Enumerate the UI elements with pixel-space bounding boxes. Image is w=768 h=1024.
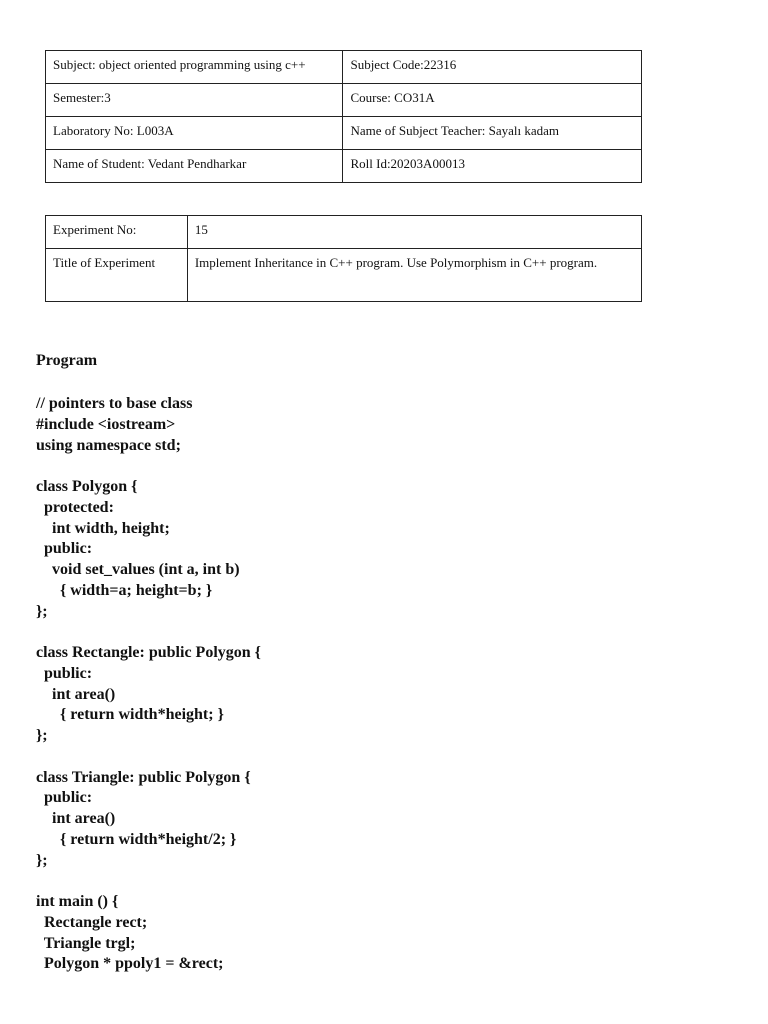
code-line: }; xyxy=(36,851,48,869)
experiment-no-value: 15 xyxy=(187,216,641,249)
table-row xyxy=(46,150,642,183)
code-line: Triangle trgl; xyxy=(36,934,136,952)
code-line xyxy=(36,456,261,477)
experiment-no-label: Experiment No: xyxy=(46,216,188,249)
code-line: public: xyxy=(36,664,93,682)
code-line: class Triangle: public Polygon { xyxy=(36,768,251,786)
code-line: public: xyxy=(36,789,93,807)
code-line: class Rectangle: public Polygon { xyxy=(36,644,261,661)
course-cell: Course: CO31A xyxy=(343,84,642,117)
table-row xyxy=(46,216,642,249)
code-line: Rectangle rect; xyxy=(36,913,148,931)
code-line: public: xyxy=(36,540,93,558)
student-name-cell: Name of Student: Vedant Pendharkar xyxy=(46,150,343,183)
code-line: class Polygon { xyxy=(36,478,138,495)
laboratory-cell: Laboratory No: L003A xyxy=(46,117,343,150)
code-line: { return width*height; } xyxy=(36,706,224,724)
code-listing xyxy=(36,394,261,975)
code-line: using namespace std; xyxy=(36,436,181,454)
code-line: }; xyxy=(36,602,48,620)
code-line: Polygon * ppoly1 = &rect; xyxy=(36,955,224,973)
table-row xyxy=(46,84,642,117)
code-line: void set_values (int a, int b) xyxy=(36,561,240,578)
subject-code-cell: Subject Code:22316 xyxy=(343,51,642,84)
code-line xyxy=(36,622,261,643)
code-line: int area() xyxy=(36,685,116,703)
code-line: int main () { xyxy=(36,893,119,910)
code-line: #include <iostream> xyxy=(36,415,176,433)
experiment-title-value: Implement Inheritance in C++ program. Use Polymorphism in C++ program. xyxy=(187,249,641,302)
table-row xyxy=(46,117,642,150)
program-heading: Program xyxy=(36,352,98,369)
teacher-cell: Name of Subject Teacher: Sayalı kadam xyxy=(343,117,642,150)
semester-cell: Semester:3 xyxy=(46,84,343,117)
subject-cell: Subject: object oriented programming using c++ xyxy=(46,51,343,84)
code-line: }; xyxy=(36,727,48,744)
code-line: { return width*height/2; } xyxy=(36,830,237,848)
table-row xyxy=(46,249,642,302)
student-info-table xyxy=(45,50,642,183)
code-line xyxy=(36,747,261,768)
experiment-table xyxy=(45,215,642,302)
table-row xyxy=(46,51,642,84)
code-line xyxy=(36,871,261,892)
code-line: // pointers to base class xyxy=(36,395,193,412)
code-line: int area() xyxy=(36,810,116,827)
roll-id-cell: Roll Id:20203A00013 xyxy=(343,150,642,183)
code-line: protected: xyxy=(36,498,114,516)
code-line: { width=a; height=b; } xyxy=(36,581,213,599)
code-line: int width, height; xyxy=(36,519,170,537)
experiment-title-label: Title of Experiment xyxy=(46,249,188,302)
